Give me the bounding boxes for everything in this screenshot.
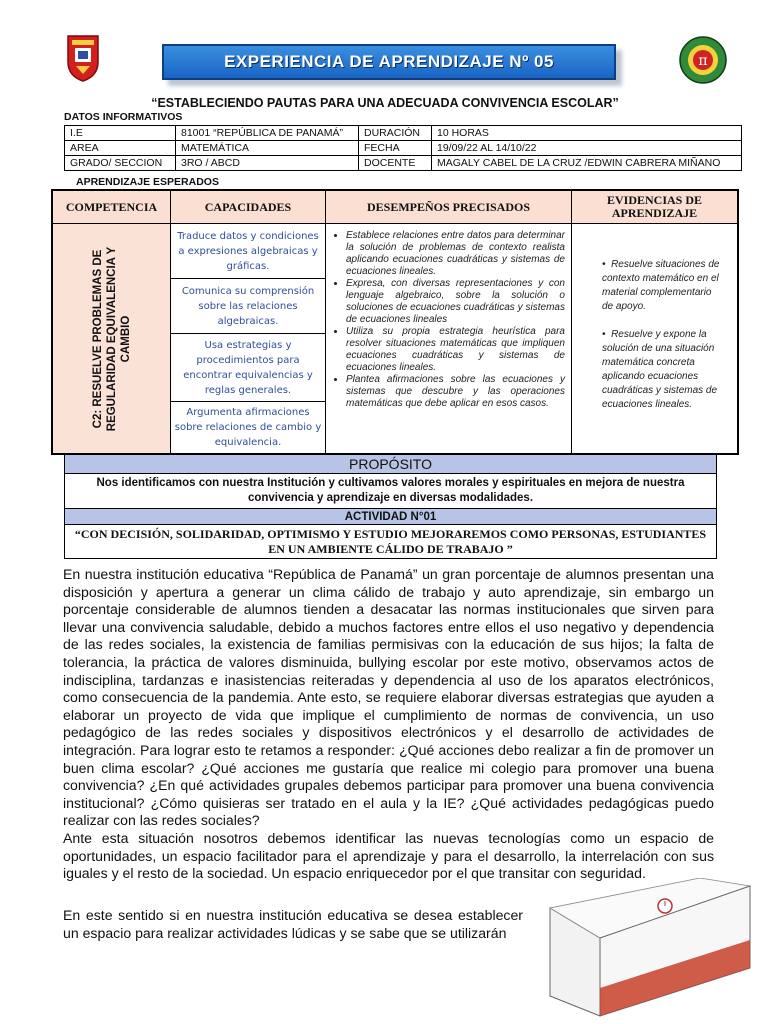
proposito-table	[64, 454, 717, 559]
desempenos-cell	[326, 224, 572, 453]
datos-key: AREA	[65, 141, 176, 156]
experience-subtitle: “ESTABLECIENDO PAUTAS PARA UNA ADECUADA CONVIVENCIA ESCOLAR”	[151, 96, 619, 110]
datos-table	[64, 125, 742, 171]
evidencias-cell	[572, 224, 737, 453]
datos-key: FECHA	[359, 141, 432, 156]
proposito-text: Nos identificamos con nuestra Institución y cultivamos valores morales y espirituales en mejora de nuestra convivencia y aprendizaje en diversas modalidades.	[65, 474, 717, 509]
datos-heading: DATOS INFORMATIVOS	[64, 111, 183, 123]
datos-key: I.E	[65, 126, 176, 141]
evidencia-text: Resuelve situaciones de contexto matemático en el material complementario de apoyo.	[602, 259, 720, 312]
capacidad-cell: Traduce datos y condiciones a expresiones algebraicas y gráficas.	[171, 224, 326, 279]
aprendizaje-heading: APRENDIZAJE ESPERADOS	[76, 176, 219, 188]
capacidad-cell: Argumenta afirmaciones sobre relaciones de cambio y equivalencia.	[171, 402, 326, 453]
datos-row	[65, 126, 742, 141]
datos-value: 81001 “REPÚBLICA DE PANAMÁ”	[176, 126, 359, 141]
col-header-capacidades: CAPACIDADES	[171, 191, 326, 224]
actividad-motto: “CON DECISIÓN, SOLIDARIDAD, OPTIMISMO Y ESTUDIO MEJORAREMOS COMO PERSONAS, ESTUDIANTES EN UN AMBIENTE CÁLIDO DE TRABAJO ”	[65, 525, 717, 559]
banner-title: EXPERIENCIA DE APRENDIZAJE Nº 05	[224, 52, 554, 71]
col-header-desempenos: DESEMPEÑOS PRECISADOS	[326, 191, 572, 224]
desempeno-item: • Establece relaciones entre datos para determinar la solución de problemas de contexto realista aplicando ecuaciones cuadráticas y sistemas de ecuaciones lineales.	[346, 230, 565, 278]
evidencia-text: Resuelve y expone la solución de una situación matemática concreta aplicando ecuaciones cuadráticas y sistemas de ecuaciones lineales.	[602, 329, 718, 410]
evidencia-item: • Resuelve situaciones de contexto matemático en el material complementario de apoyo.	[602, 259, 720, 312]
desempeno-item: • Plantea afirmaciones sobre las ecuaciones y sistemas que descubre y las operaciones matemáticas que debe aplicar en esos casos.	[346, 374, 565, 410]
body-paragraph: Ante esta situación nosotros debemos identificar las nuevas tecnologías como un espacio de oportunidades, un espacio facilitador para el aprendizaje y para el desarrollo, la interrelación con sus iguales y el resto de la sociedad. Un espacio enriquecedor por el que transitar con seguridad.	[63, 829, 714, 882]
col-header-competencia: COMPETENCIA	[53, 191, 171, 224]
capacidad-cell: Usa estrategias y procedimientos para encontrar equivalencias y reglas generales.	[171, 334, 326, 402]
room-illustration-icon	[540, 878, 760, 1018]
desempeno-item: • Utiliza su propia estrategia heurística para resolver situaciones matemáticas que impliquen ecuaciones cuadráticas y sistemas de ecuaciones lineales.	[346, 326, 565, 374]
datos-value: 10 HORAS	[432, 126, 742, 141]
datos-key: GRADO/ SECCION	[65, 156, 176, 171]
math-team-logo-icon	[673, 35, 733, 85]
body-paragraph: En este sentido si en nuestra institución educativa se desea establecer un espacio para realizar actividades lúdicas y se sabe que se utilizarán	[63, 907, 523, 941]
datos-row	[65, 141, 742, 156]
learning-table	[51, 189, 739, 455]
actividad-label: ACTIVIDAD N°01	[65, 509, 717, 525]
datos-key: DOCENTE	[359, 156, 432, 171]
datos-value: 3RO / ABCD	[176, 156, 359, 171]
school-crest-icon	[66, 32, 100, 82]
datos-key: DURACIÓN	[359, 126, 432, 141]
desempeno-item: • Expresa, con diversas representaciones y con lenguaje algebraico, sobre la solución o soluciones de ecuaciones cuadráticas y sistemas de ecuaciones lineales	[346, 278, 565, 326]
datos-value: 19/09/22 AL 14/10/22	[432, 141, 742, 156]
proposito-title: PROPÓSITO	[65, 455, 717, 474]
evidencia-item: • Resuelve y expone la solución de una situación matemática concreta aplicando ecuaciones cuadráticas y sistemas de ecuaciones lineales.	[602, 329, 718, 410]
datos-row	[65, 156, 742, 171]
competencia-cell	[53, 224, 171, 453]
capacidad-cell: Comunica su comprensión sobre las relaciones algebraicas.	[171, 279, 326, 334]
datos-value: MAGALY CABEL DE LA CRUZ /EDWIN CABRERA MIÑANO	[432, 156, 742, 171]
col-header-evidencias: EVIDENCIAS DE APRENDIZAJE	[572, 191, 737, 224]
situacion-text	[63, 566, 714, 883]
datos-value: MATEMÁTICA	[176, 141, 359, 156]
experience-title-banner	[162, 44, 616, 80]
svg-text:π: π	[698, 53, 708, 69]
competencia-text: C2: RESUELVE PROBLEMAS DE REGULARIDAD EQUIVALENCIA Y CAMBIO	[92, 246, 132, 432]
body-paragraph: En nuestra institución educativa “República de Panamá” un gran porcentaje de alumnos presentan una disposición y apertura a generar un clima cálido de trabajo y auto aprendizaje, sin embargo un porcentaje considerable de alumnos tienden a desacatar las normas institucionales que sirven para llevar una convivencia saludable, debido a muchos factores entre ellos el uso negativo y dependencia de las redes sociales, la existencia de familias permisivas con la educación de sus hijos; la falta de tolerancia, la práctica de valores disminuida, bullying escolar por este motivo, observamos actos de indisciplina, tardanzas e inasistencias reiteradas y dependencia al uso de los aparatos electrónicos, como consecuencia de la pandemia. Ante esto, se requiere elaborar diversas estrategias que ayuden a elaborar un proyecto de vida que implique el cumplimiento de normas de convivencia, un uso pedagógico de las redes sociales y dispositivos electrónicos y el desarrollo de actividades de integración. Para lograr esto te retamos a responder: ¿Qué acciones debo realizar a fin de promover un buen clima escolar? ¿Qué acciones me gustaría que realice mi colegio para promover una buena convivencia? ¿En qué actividades grupales debemos participar para promover una buena convivencia institucional? ¿Cómo quisieras ser tratado en el aula y la IE? ¿Qué actividades pedagógicas puedo realizar con las redes sociales?	[63, 566, 714, 829]
